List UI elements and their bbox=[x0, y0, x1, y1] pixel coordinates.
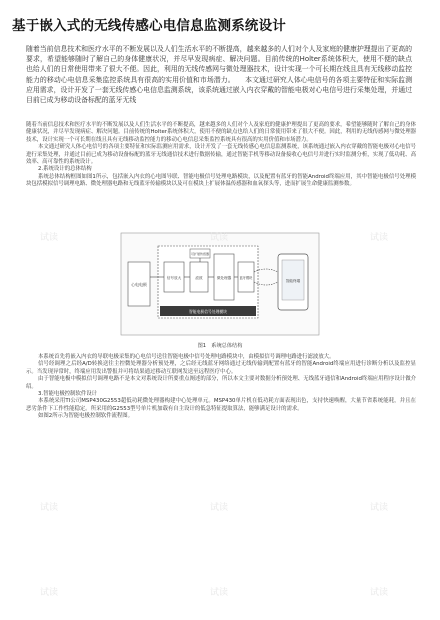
abstract-paragraph: 随着当前信息技术和医疗水平的不断发展以及人们生活水平的不断提高，越来越多的人们对个人及家庭的健康护理提出了更高的要求，希望能够随时了解自己的身体健康状况，并尽早发现病症、解决问题。目前传统的Holter系统体积大，使用不便的缺点也给人们的日常使用带来了很大不便。因此，利用的无线传感网与微处理器技术，设计实现一个可长期在线且具有无线移动监控能力的移动心电信息采集监控系统具有很高的实用价值和市场潜力。 本文通过研究人体心电信号的各项主要特征和实际监测应用需求，设计开发了一套无线传感心电信息监测系统，该系统通过嵌入内衣穿戴的智能电极对心电信号进行采集处理，并通过目前已成为移动设备标配的蓝牙无线 bbox=[26, 45, 412, 105]
body-paragraph: 随着当前信息技术和医疗水平的不断发展以及人们生活水平的不断提高，越来越多的人们对个人及家庭的健康护理提出了更高的要求，希望能够随时了解自己的身体健康状况，并尽早发现病症、解决问题。目前传统的Holter系统体积大，使用不便的缺点也给人们的日常使用带来了很大不便。因此，利用的无线传感网与微处理器技术，设计实现一个可长期在线且具有无线移动监控能力的移动心电信息采集监控系统具有很高的实用价值和市场潜力。 bbox=[26, 122, 416, 143]
watermark-text: 试读 bbox=[40, 233, 59, 243]
phone-label: 智能终端 bbox=[285, 279, 301, 283]
system-structure-figure bbox=[120, 232, 320, 336]
filter-label: 滤波 bbox=[195, 276, 203, 280]
watermark-text: 试读 bbox=[370, 233, 389, 243]
body-paragraph: 系统总体结构框图如图1所示，包括嵌入内衣的心电图导联、智能电极信号处理电路模块，以及配置有蓝牙的智能Android终端应用，其中智能电极信号处理模块包括模拟信号调理电路、微处理器电路和无线蓝牙传输模块以及可在模块上扩展体温传感器和血氧探头等，进而扩展生命健康监测参数。 bbox=[26, 173, 416, 188]
bottom-label: 智能电极信号处理模块 bbox=[189, 309, 227, 314]
body-paragraph: 如图2所示为智能电极控制软件流程图。 bbox=[38, 413, 134, 420]
section-heading: 3.智能电极控制软件设计 bbox=[38, 391, 98, 398]
body-paragraph: 信号经调理之后经A/D转换送往主控微处理器分析预处理，之后经无线蓝牙网络通过无线传输到配置有蓝牙的智能Android终端应用进行诊断分析以及监控显示。当发现异常时，终端应用发出警报并可将结果通过移动互联网发送至远程医疗中心。 bbox=[26, 361, 416, 375]
watermark-text: 试读 bbox=[40, 503, 59, 513]
watermark-text: 试读 bbox=[210, 588, 229, 598]
watermark-text: 试读 bbox=[210, 233, 229, 243]
section-heading: 2.系统设计的总体结构 bbox=[38, 166, 92, 173]
body-paragraph: 本系统首先将嵌入内衣的导联电极采集的心电信号送往智能电极中信号处理电路模块中，由模拟信号调理电路进行滤波放大。 bbox=[38, 354, 335, 360]
body-section-1 bbox=[26, 122, 416, 189]
body-paragraph: 本系统采用TI公司MSP430G2553超低功耗微处理器构建中心处理单元。MSP430单片机在低功耗方面表现出色，支持快速唤醒，大量节省系统能耗，并且在恶劣条件下工作性能稳定。所采用的G2553型号单片机加载有自主设计的低急特征提取算法，能够满足设计的需求。 bbox=[26, 398, 416, 412]
watermark-text: 试读 bbox=[210, 503, 229, 513]
ext-label: 可扩展传感器 bbox=[190, 252, 210, 256]
watermark-text: 试读 bbox=[370, 503, 389, 513]
mcu-label: 微处理器 bbox=[216, 276, 232, 280]
electrode-label: 心电电极 bbox=[131, 282, 147, 287]
figure-caption: 图1 系统总体结构 bbox=[197, 343, 243, 349]
watermark-text: 试读 bbox=[370, 588, 389, 598]
bt-label: 蓝牙模块 bbox=[239, 276, 253, 280]
page-title: 基于嵌入式的无线传感心电信息监测系统设计 bbox=[12, 18, 286, 34]
body-paragraph: 由于智能电极中模拟信号调理电路不是本文对系统设计所要重点阐述的部分，所以本文主要对数据分析预处理、无线蓝牙通信和Android终端应用程序设计做介绍。 bbox=[26, 376, 416, 390]
amp-label: 信号放大 bbox=[166, 276, 182, 280]
body-section-2 bbox=[26, 354, 416, 421]
body-paragraph: 本文通过研究人体心电信号的各项主要特征和实际监测应用需求，设计开发了一套无线传感心电信息监测系统，该系统通过嵌入内衣穿戴的智能电极对心电信号进行采集处理，并通过目前已成为移动设备标配的蓝牙无线通信技术进行数据传输，通过智能手机等移动设备接收心电信号并进行实时监测分析，实现了低功耗、高效率、高可靠性的系统设计。 bbox=[26, 144, 416, 166]
watermark-text: 试读 bbox=[40, 588, 59, 598]
